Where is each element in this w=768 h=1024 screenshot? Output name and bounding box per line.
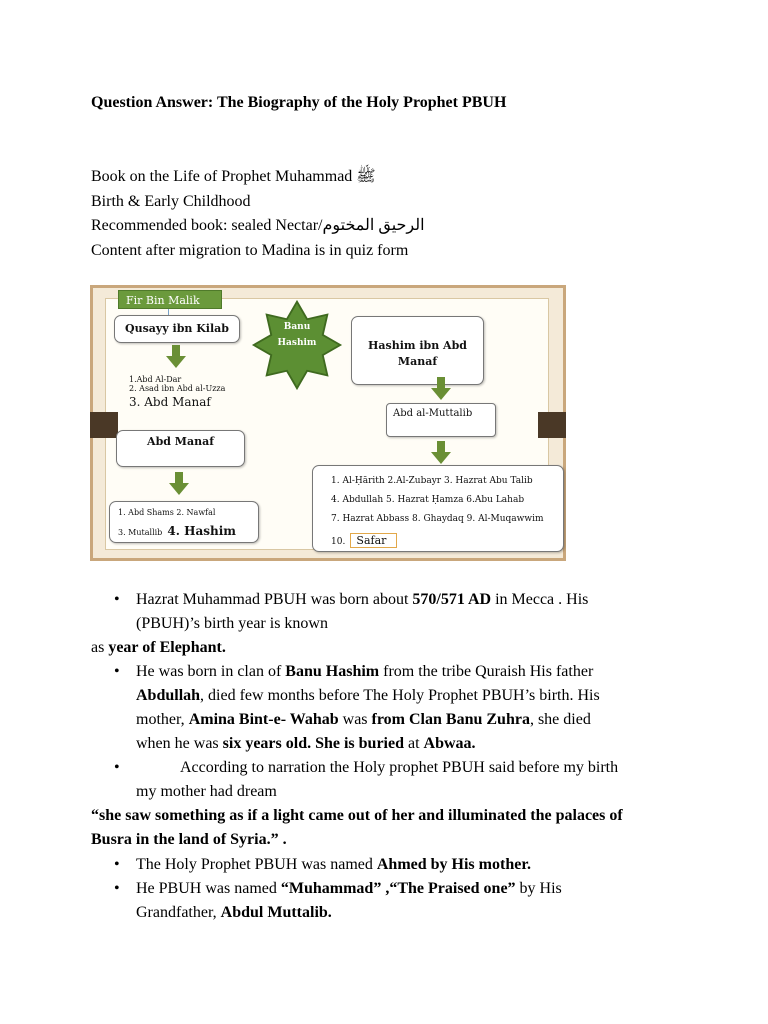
intro-line-book: Book on the Life of Prophet Muhammad ﷺ	[91, 168, 376, 185]
bullet-dream-line2: my mother had dream	[136, 783, 277, 800]
family-tree-figure	[90, 285, 566, 561]
sons-box	[312, 465, 564, 552]
bullet-birth-line3: as year of Elephant.	[91, 639, 226, 656]
bullet-dream-line1: According to narration the Holy prophet PBUH said before my birth	[180, 759, 619, 776]
bullet-marker: •	[114, 663, 120, 680]
abd-al-muttalib-box: Abd al-Muttalib	[386, 403, 496, 437]
sons-row2: 4. Abdullah 5. Hazrat Ḥamza 6.Abu Lahab	[331, 495, 525, 505]
sons-row4-num: 10.	[331, 537, 346, 547]
child-abd-al-dar: 1.Abd Al-Dar	[129, 375, 182, 384]
banu-label: Banu	[283, 322, 311, 332]
bullet-marker: •	[114, 880, 120, 897]
child-asad: 2. Asad ibn Abd al-Uzza	[129, 384, 226, 393]
hashim-ibn-abd-manaf-box	[351, 316, 484, 385]
qusayy-children	[129, 375, 225, 409]
hashim-label: Hashim	[277, 338, 317, 348]
banu-hashim-label	[251, 319, 343, 351]
bullet-birth-line1: Hazrat Muhammad PBUH was born about 570/571 AD in Mecca . His	[136, 591, 589, 608]
manaf-children-row2	[118, 520, 258, 539]
figure-tab-right	[538, 412, 566, 438]
fir-bin-malik-label: Fir Bin Malik	[118, 290, 222, 309]
sons-row4	[331, 529, 563, 552]
bullet-muhammad-line1: He PBUH was named “Muhammad” ,“The Praised one” by His	[136, 880, 562, 897]
sons-row3: 7. Hazrat Abbass 8. Ghaydaq 9. Al-Muqawwim	[331, 514, 544, 524]
figure-tab-left	[90, 412, 118, 438]
intro-line-birth: Birth & Early Childhood	[91, 192, 251, 210]
manaf-children-row1: 1. Abd Shams 2. Nawfal	[118, 508, 216, 517]
intro-block	[91, 165, 425, 263]
bullet-ahmed: The Holy Prophet PBUH was named Ahmed by His mother.	[136, 856, 531, 873]
child-mutallib: 3. Mutallib	[118, 528, 163, 537]
qusayy-box: Qusayy ibn Kilab	[114, 315, 240, 343]
manaf-children-box	[109, 501, 259, 543]
safar-label: Safar	[350, 533, 397, 548]
down-arrow-3	[431, 377, 451, 401]
down-arrow-1	[166, 345, 186, 369]
dream-quote-line1: “she saw something as if a light came out of her and illuminated the palaces of	[91, 807, 623, 824]
bullet-birth-line2: (PBUH)’s birth year is known	[136, 615, 328, 632]
bullet-marker: •	[114, 856, 120, 873]
bullet-marker: •	[114, 759, 120, 776]
bullet-clan-line2: Abdullah, died few months before The Holy Prophet PBUH’s birth. His	[136, 687, 600, 704]
child-abd-manaf: 3. Abd Manaf	[129, 395, 211, 409]
abd-manaf-box: Abd Manaf	[116, 430, 245, 467]
hashim-title-line2: Manaf	[397, 355, 438, 368]
bullet-clan-line1: He was born in clan of Banu Hashim from the tribe Quraish His father	[136, 663, 594, 680]
hashim-title-line1: Hashim ibn Abd	[368, 339, 467, 352]
child-hashim: 4. Hashim	[167, 524, 236, 538]
down-arrow-2	[169, 472, 189, 496]
bullet-muhammad-line2: Grandfather, Abdul Muttalib.	[136, 904, 332, 921]
sons-row1: 1. Al-Ḥārith 2.Al-Zubayr 3. Hazrat Abu Talib	[331, 476, 533, 486]
bullet-clan-line3: mother, Amina Bint-e- Wahab was from Clan Banu Zuhra, she died	[136, 711, 591, 728]
page-title: Question Answer: The Biography of the Holy Prophet PBUH	[91, 94, 507, 111]
bullet-clan-line4: when he was six years old. She is buried at Abwaa.	[136, 735, 476, 752]
dream-quote-line2: Busra in the land of Syria.” .	[91, 831, 287, 848]
bullet-marker: •	[114, 591, 120, 608]
intro-line-recommended: Recommended book: sealed Nectar/الرحيق المختوم	[91, 217, 425, 234]
intro-line-quiz: Content after migration to Madina is in quiz form	[91, 241, 409, 259]
down-arrow-4	[431, 441, 451, 465]
